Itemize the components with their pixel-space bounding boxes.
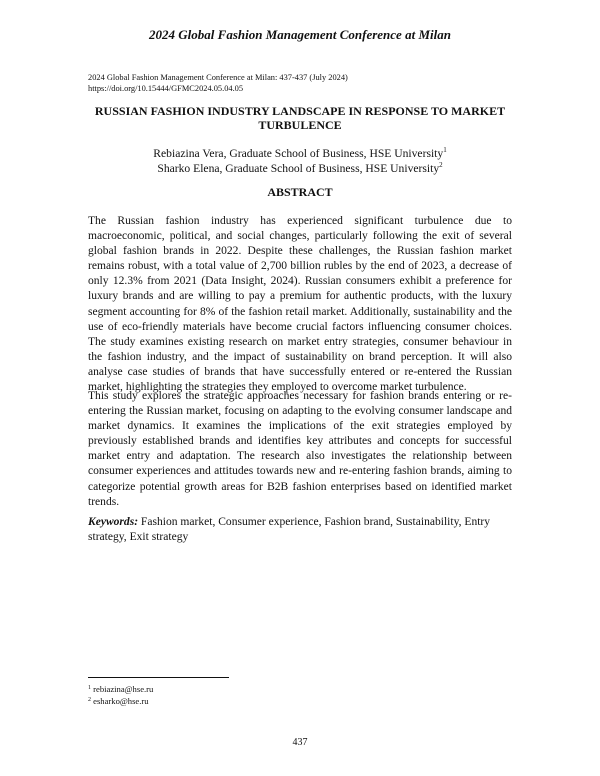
citation-line: 2024 Global Fashion Management Conference at Milan: 437-437 (July 2024) bbox=[88, 73, 348, 82]
footnote-marker: 2 bbox=[88, 697, 91, 703]
author-line bbox=[60, 146, 540, 161]
keywords bbox=[88, 515, 512, 545]
abstract-paragraph: The Russian fashion industry has experienced significant turbulence due to macroeconomic, political, and social changes, particularly following the exit of several global fashion brands in 2022. Despite these challenges, the Russian fashion market remains robust, with a total value of 2,700 billion rubles by the end of 2023, a decrease of only 12.3% from 2021 (Data Insight, 2024). Russian consumers exhibit a preference for luxury brands and are willing to pay a premium for authentic products, with the luxury segment accounting for 8% of the fashion retail market. Additionally, sustainability and the use of eco-friendly materials have become crucial factors influencing consumer choices. The study examines existing research on market entry strategies, consumer behaviour in the fashion industry, and the impact of sustainability on brand perception. It will also analyse case studies of brands that have successfully entered or re-entered the Russian market, highlighting the strategies they employed to overcome market turbulence. bbox=[88, 215, 512, 394]
author-name: Rebiazina Vera, Graduate School of Business, HSE University bbox=[153, 147, 444, 160]
page-number: 437 bbox=[292, 737, 308, 748]
doi-link[interactable]: https://doi.org/10.15444/GFMC2024.05.04.05 bbox=[88, 84, 244, 93]
citation-block bbox=[88, 72, 518, 94]
author-list bbox=[60, 146, 540, 176]
author-line bbox=[60, 161, 540, 176]
keywords-label: Keywords: bbox=[88, 516, 139, 528]
footnotes bbox=[88, 683, 388, 707]
footnote bbox=[88, 695, 388, 707]
abstract-heading: ABSTRACT bbox=[267, 185, 333, 199]
abstract-paragraph: This study explores the strategic approaches necessary for fashion brands entering or re-entering the Russian market, focusing on adapting to the evolving consumer landscape and market dynamics. It examines the implications of the exit strategies employed by previously established brands and identifies key attributes and concepts for successful market entry and adaptation. The research also investigates the relationship between consumer experiences and attitudes towards new and re-entering fashion brands, aiming to categorize potential growth areas for B2B fashion enterprises based on identified market trends. bbox=[88, 390, 512, 508]
footnote-divider bbox=[88, 677, 229, 678]
conference-header: 2024 Global Fashion Management Conference at Milan bbox=[149, 27, 451, 42]
footnote-email[interactable]: rebiazina@hse.ru bbox=[91, 684, 154, 694]
keywords-text: Fashion market, Consumer experience, Fashion brand, Sustainability, Entry strategy, Exit strategy bbox=[88, 516, 491, 544]
footnote bbox=[88, 683, 388, 695]
paper-title: RUSSIAN FASHION INDUSTRY LANDSCAPE IN RESPONSE TO MARKET TURBULENCE bbox=[94, 104, 506, 132]
footnote-marker: 1 bbox=[443, 146, 447, 154]
footnote-marker: 2 bbox=[439, 161, 443, 169]
footnote-email[interactable]: esharko@hse.ru bbox=[91, 696, 149, 706]
author-name: Sharko Elena, Graduate School of Business, HSE University bbox=[157, 162, 440, 175]
footnote-marker: 1 bbox=[88, 685, 91, 691]
